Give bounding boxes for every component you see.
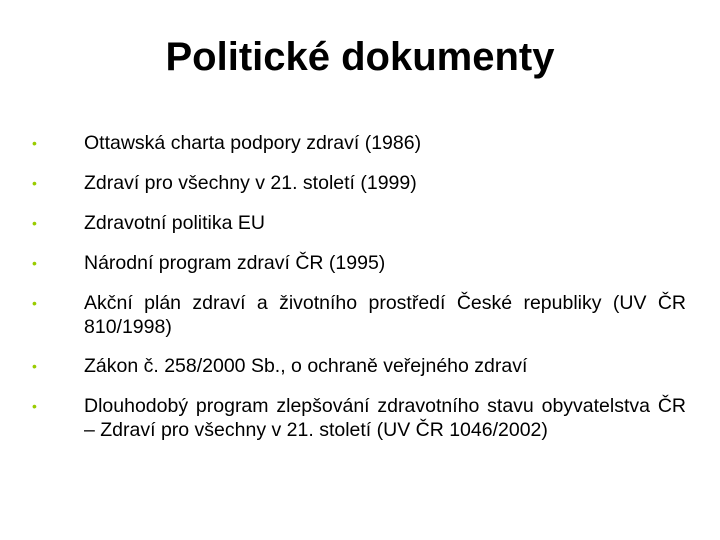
list-item [30, 130, 686, 156]
bullet-icon: • [32, 398, 37, 414]
bullet-icon: • [32, 215, 37, 231]
bullet-list [30, 130, 686, 456]
list-item [30, 210, 686, 236]
list-item-text: Zdraví pro všechny v 21. století (1999) [84, 172, 417, 194]
list-item [30, 393, 686, 442]
bullet-icon: • [32, 295, 37, 311]
list-item [30, 353, 686, 379]
list-item [30, 250, 686, 276]
list-item-text: Ottawská charta podpory zdraví (1986) [84, 132, 422, 154]
list-item-text: Akční plán zdraví a životního prostředí České republiky (UV ČR 810/1998) [84, 292, 686, 338]
list-item-text: Národní program zdraví ČR (1995) [84, 252, 386, 274]
bullet-icon: • [32, 358, 37, 374]
list-item [30, 290, 686, 339]
bullet-icon: • [32, 175, 37, 191]
slide-title: Politické dokumenty [165, 35, 555, 79]
list-item-text: Dlouhodobý program zlepšování zdravotního stavu obyvatelstva ČR – Zdraví pro všechny v 21. století (UV ČR 1046/2002) [84, 395, 686, 441]
list-item [30, 170, 686, 196]
list-item-text: Zdravotní politika EU [84, 212, 265, 234]
bullet-icon: • [32, 135, 37, 151]
bullet-icon: • [32, 255, 37, 271]
list-item-text: Zákon č. 258/2000 Sb., o ochraně veřejného zdraví [84, 355, 528, 377]
